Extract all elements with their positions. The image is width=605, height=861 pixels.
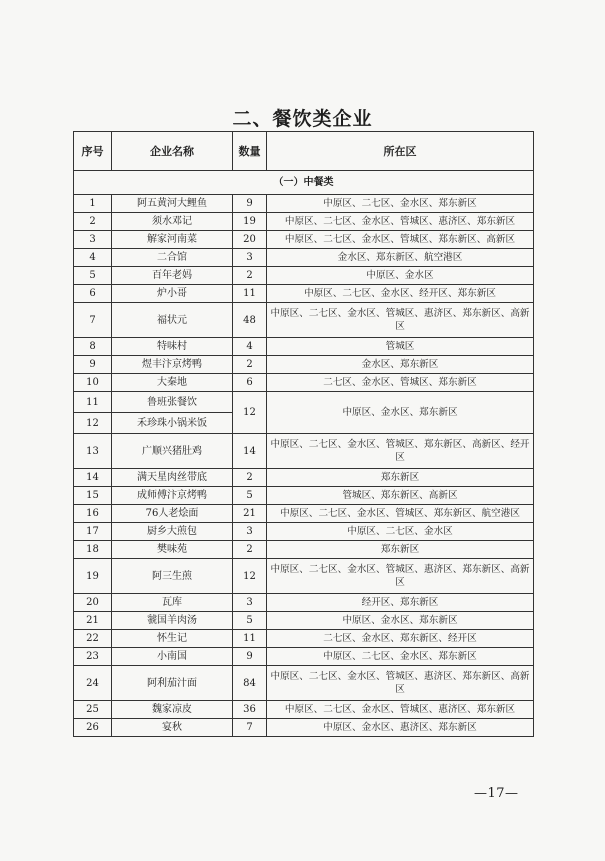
cell-location: 管城区、郑东新区、高新区 bbox=[267, 487, 534, 505]
table-row bbox=[74, 719, 534, 737]
cell-location: 中原区、金水区、惠济区、郑东新区 bbox=[267, 719, 534, 737]
cell-name: 禾珍珠小锅米饭 bbox=[112, 413, 233, 434]
cell-count: 84 bbox=[233, 666, 267, 701]
cell-no: 8 bbox=[74, 338, 112, 356]
cell-name: 鲁班张餐饮 bbox=[112, 392, 233, 413]
cell-count: 3 bbox=[233, 594, 267, 612]
header-count: 数量 bbox=[233, 132, 267, 171]
cell-name: 广顺兴猪肚鸡 bbox=[112, 434, 233, 469]
cell-count: 9 bbox=[233, 195, 267, 213]
cell-name: 须水邓记 bbox=[112, 213, 233, 231]
header-name: 企业名称 bbox=[112, 132, 233, 171]
cell-location: 中原区、二七区、金水区、管城区、郑东新区、高新区 bbox=[267, 231, 534, 249]
table-row bbox=[74, 523, 534, 541]
cell-name: 解家河南菜 bbox=[112, 231, 233, 249]
table-row bbox=[74, 434, 534, 469]
header-no: 序号 bbox=[74, 132, 112, 171]
cell-location: 金水区、郑东新区 bbox=[267, 356, 534, 374]
cell-name: 成师傅汴京烤鸭 bbox=[112, 487, 233, 505]
cell-location: 中原区、二七区、金水区、管城区、惠济区、郑东新区、高新区 bbox=[267, 303, 534, 338]
table-row bbox=[74, 648, 534, 666]
cell-location: 中原区、二七区、金水区、管城区、惠济区、郑东新区、高新区 bbox=[267, 559, 534, 594]
cell-count: 5 bbox=[233, 487, 267, 505]
cell-no: 2 bbox=[74, 213, 112, 231]
cell-count: 9 bbox=[233, 648, 267, 666]
table-row bbox=[74, 249, 534, 267]
cell-location: 中原区、二七区、金水区、管城区、惠济区、郑东新区 bbox=[267, 213, 534, 231]
cell-name: 特味村 bbox=[112, 338, 233, 356]
cell-name: 炉小哥 bbox=[112, 285, 233, 303]
cell-name: 魏家凉皮 bbox=[112, 701, 233, 719]
cell-location: 中原区、二七区、金水区、郑东新区 bbox=[267, 195, 534, 213]
cell-name: 阿利茄汁面 bbox=[112, 666, 233, 701]
cell-count: 2 bbox=[233, 356, 267, 374]
cell-location: 中原区、二七区、金水区、管城区、郑东新区、航空港区 bbox=[267, 505, 534, 523]
cell-no: 4 bbox=[74, 249, 112, 267]
cell-location: 二七区、金水区、郑东新区、经开区 bbox=[267, 630, 534, 648]
enterprise-table bbox=[73, 131, 534, 737]
cell-name: 小南国 bbox=[112, 648, 233, 666]
table-row bbox=[74, 559, 534, 594]
table-row bbox=[74, 666, 534, 701]
cell-count: 3 bbox=[233, 523, 267, 541]
table-row bbox=[74, 487, 534, 505]
table-row bbox=[74, 505, 534, 523]
page-number: —17— bbox=[474, 786, 519, 801]
cell-name: 宴秋 bbox=[112, 719, 233, 737]
cell-no: 20 bbox=[74, 594, 112, 612]
cell-location: 中原区、二七区、金水区、经开区、郑东新区 bbox=[267, 285, 534, 303]
cell-no: 6 bbox=[74, 285, 112, 303]
cell-location: 郑东新区 bbox=[267, 541, 534, 559]
cell-location: 中原区、二七区、金水区、郑东新区 bbox=[267, 648, 534, 666]
cell-no: 16 bbox=[74, 505, 112, 523]
table-row bbox=[74, 303, 534, 338]
cell-no: 14 bbox=[74, 469, 112, 487]
cell-count: 11 bbox=[233, 630, 267, 648]
table-row bbox=[74, 630, 534, 648]
cell-count: 36 bbox=[233, 701, 267, 719]
cell-no: 25 bbox=[74, 701, 112, 719]
cell-no: 12 bbox=[74, 413, 112, 434]
cell-count: 2 bbox=[233, 541, 267, 559]
table-row bbox=[74, 594, 534, 612]
cell-name: 厨乡大煎包 bbox=[112, 523, 233, 541]
cell-location: 中原区、金水区 bbox=[267, 267, 534, 285]
page-title: 二、餐饮类企业 bbox=[232, 108, 373, 130]
table-row bbox=[74, 267, 534, 285]
table-row bbox=[74, 541, 534, 559]
cell-count: 14 bbox=[233, 434, 267, 469]
cell-count: 12 bbox=[233, 392, 267, 434]
table-row bbox=[74, 356, 534, 374]
table-row bbox=[74, 231, 534, 249]
table-row bbox=[74, 285, 534, 303]
cell-no: 10 bbox=[74, 374, 112, 392]
cell-no: 7 bbox=[74, 303, 112, 338]
cell-name: 怀生记 bbox=[112, 630, 233, 648]
cell-location: 中原区、金水区、郑东新区 bbox=[267, 392, 534, 434]
cell-count: 20 bbox=[233, 231, 267, 249]
cell-count: 6 bbox=[233, 374, 267, 392]
cell-count: 19 bbox=[233, 213, 267, 231]
cell-name: 76人老烩面 bbox=[112, 505, 233, 523]
cell-count: 12 bbox=[233, 559, 267, 594]
table-row bbox=[74, 469, 534, 487]
cell-no: 22 bbox=[74, 630, 112, 648]
cell-name: 阿三生煎 bbox=[112, 559, 233, 594]
cell-location: 中原区、二七区、金水区、管城区、郑东新区、高新区、经开区 bbox=[267, 434, 534, 469]
cell-no: 3 bbox=[74, 231, 112, 249]
cell-location: 中原区、金水区、郑东新区 bbox=[267, 612, 534, 630]
table-row bbox=[74, 195, 534, 213]
cell-location: 中原区、二七区、金水区、管城区、惠济区、郑东新区、高新区 bbox=[267, 666, 534, 701]
table-row bbox=[74, 392, 534, 413]
cell-location: 经开区、郑东新区 bbox=[267, 594, 534, 612]
header-location: 所在区 bbox=[267, 132, 534, 171]
cell-count: 3 bbox=[233, 249, 267, 267]
cell-count: 4 bbox=[233, 338, 267, 356]
cell-name: 百年老妈 bbox=[112, 267, 233, 285]
table-row bbox=[74, 612, 534, 630]
cell-name: 阿五黄河大鲤鱼 bbox=[112, 195, 233, 213]
cell-no: 15 bbox=[74, 487, 112, 505]
cell-location: 二七区、金水区、管城区、郑东新区 bbox=[267, 374, 534, 392]
table-row bbox=[74, 213, 534, 231]
cell-count: 2 bbox=[233, 267, 267, 285]
cell-location: 郑东新区 bbox=[267, 469, 534, 487]
cell-count: 5 bbox=[233, 612, 267, 630]
cell-location: 管城区 bbox=[267, 338, 534, 356]
cell-no: 9 bbox=[74, 356, 112, 374]
section-row bbox=[74, 171, 534, 195]
cell-no: 26 bbox=[74, 719, 112, 737]
cell-no: 24 bbox=[74, 666, 112, 701]
cell-no: 5 bbox=[74, 267, 112, 285]
cell-location: 中原区、二七区、金水区 bbox=[267, 523, 534, 541]
table-header-row bbox=[74, 132, 534, 171]
cell-name: 福状元 bbox=[112, 303, 233, 338]
cell-no: 13 bbox=[74, 434, 112, 469]
cell-count: 2 bbox=[233, 469, 267, 487]
cell-name: 煜丰汴京烤鸭 bbox=[112, 356, 233, 374]
cell-count: 11 bbox=[233, 285, 267, 303]
cell-location: 中原区、二七区、金水区、管城区、惠济区、郑东新区 bbox=[267, 701, 534, 719]
cell-name: 瓦库 bbox=[112, 594, 233, 612]
table-row bbox=[74, 374, 534, 392]
cell-no: 17 bbox=[74, 523, 112, 541]
cell-count: 7 bbox=[233, 719, 267, 737]
table-row bbox=[74, 701, 534, 719]
cell-name: 樊味苑 bbox=[112, 541, 233, 559]
cell-no: 11 bbox=[74, 392, 112, 413]
cell-count: 21 bbox=[233, 505, 267, 523]
section-title: （一）中餐类 bbox=[74, 171, 534, 195]
cell-name: 虢国羊肉汤 bbox=[112, 612, 233, 630]
cell-no: 23 bbox=[74, 648, 112, 666]
cell-no: 1 bbox=[74, 195, 112, 213]
cell-name: 满天星肉丝带底 bbox=[112, 469, 233, 487]
cell-name: 大秦地 bbox=[112, 374, 233, 392]
cell-location: 金水区、郑东新区、航空港区 bbox=[267, 249, 534, 267]
cell-no: 21 bbox=[74, 612, 112, 630]
cell-no: 19 bbox=[74, 559, 112, 594]
cell-count: 48 bbox=[233, 303, 267, 338]
cell-name: 二合馆 bbox=[112, 249, 233, 267]
cell-no: 18 bbox=[74, 541, 112, 559]
table-row bbox=[74, 338, 534, 356]
